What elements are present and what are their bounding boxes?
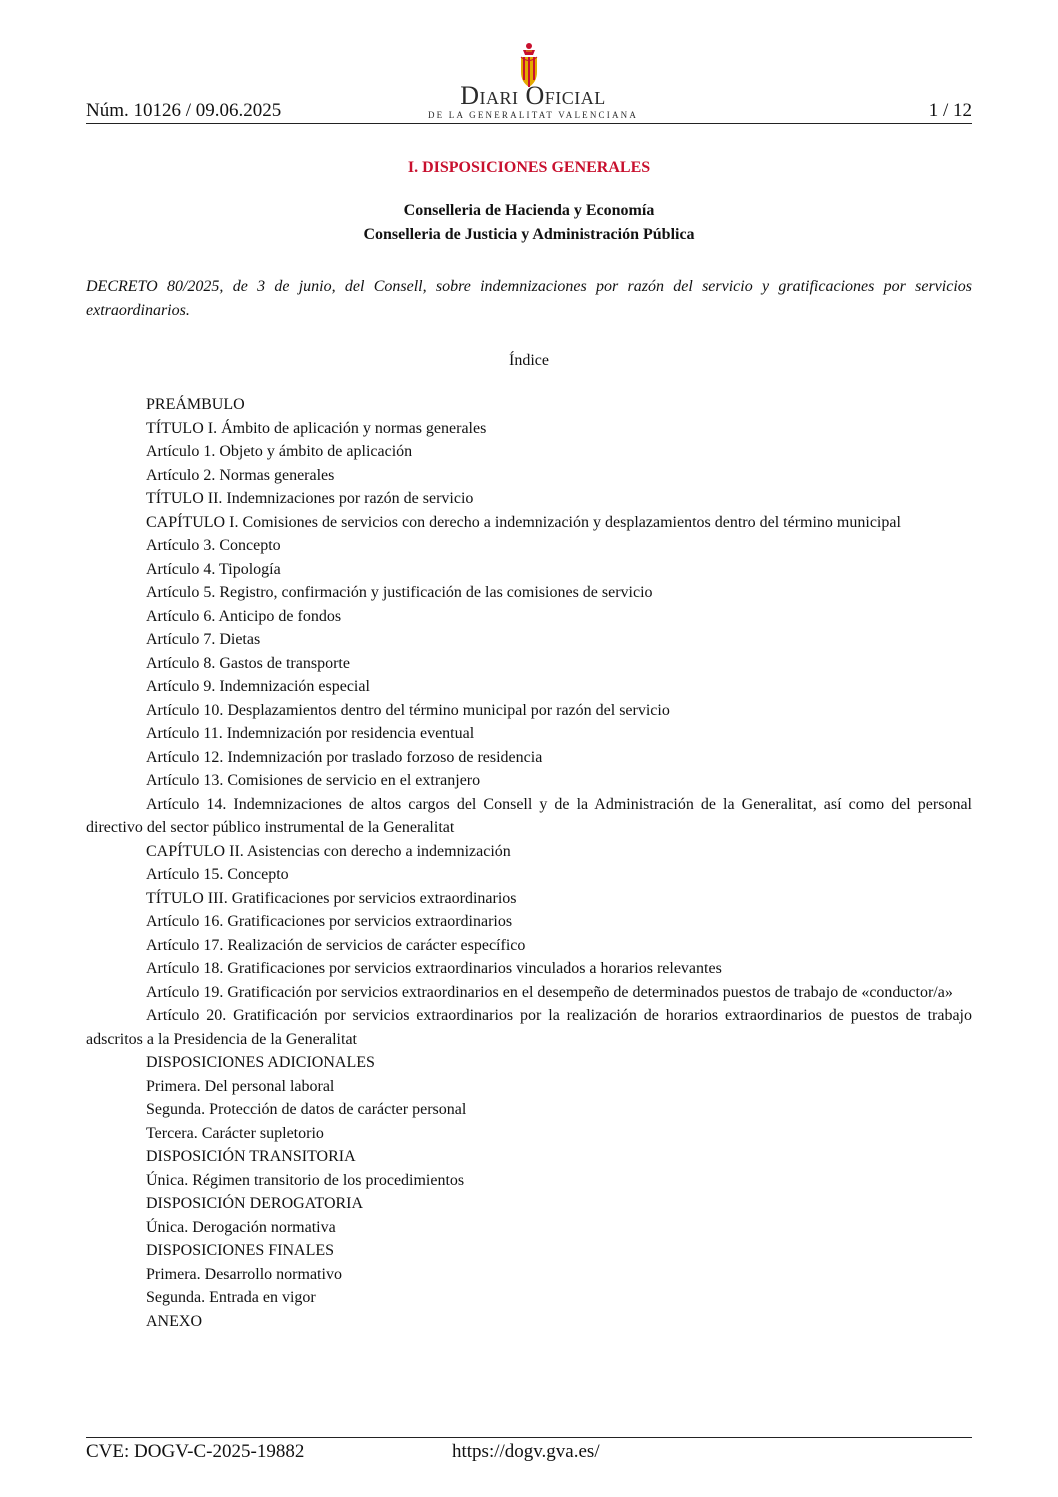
department-2: Conselleria de Justicia y Administración Pública	[363, 226, 695, 243]
index-title: Índice	[509, 352, 549, 369]
footer-divider	[86, 1437, 972, 1438]
toc-item: Artículo 16. Gratificaciones por servicios extraordinarios	[146, 913, 513, 930]
toc-item: Artículo 7. Dietas	[146, 631, 261, 648]
toc-item: Artículo 8. Gastos de transporte	[146, 654, 350, 672]
department-1: Conselleria de Hacienda y Economía	[403, 202, 655, 219]
page-header	[86, 38, 972, 124]
toc-item: Artículo 11. Indemnización por residencia eventual	[146, 725, 475, 742]
toc-item: Artículo 20. Gratificación por servicios extraordinarios por la realización de horarios extraordinarios de puestos de trabajo adscritos a la Presidencia de la Generalitat	[86, 1007, 972, 1048]
logo-subtitle: DE LA GENERALITAT VALENCIANA	[427, 110, 639, 120]
toc-item: Artículo 6. Anticipo de fondos	[146, 607, 342, 625]
logo-title: Diari Oficial	[460, 81, 606, 110]
toc-item: Única. Derogación normativa	[146, 1218, 336, 1236]
toc-item: Primera. Del personal laboral	[146, 1077, 335, 1095]
decree-title: DECRETO 80/2025, de 3 de junio, del Consell, sobre indemnizaciones por razón del servicio y gratificaciones por servicios extraordinarios.	[86, 278, 972, 319]
toc-item: DISPOSICIÓN DEROGATORIA	[146, 1195, 364, 1212]
toc-item: TÍTULO II. Indemnizaciones por razón de servicio	[146, 490, 474, 507]
toc-item: Única. Régimen transitorio de los procedimientos	[146, 1171, 465, 1189]
toc-item: DISPOSICIONES FINALES	[146, 1242, 335, 1259]
table-of-contents	[86, 393, 972, 1333]
issue-number-date: Núm. 10126 / 09.06.2025	[86, 100, 282, 121]
toc-item: TÍTULO III. Gratificaciones por servicios extraordinarios	[146, 889, 517, 907]
section-title: I. DISPOSICIONES GENERALES	[407, 159, 651, 176]
toc-item: Artículo 4. Tipología	[146, 560, 281, 578]
toc-item: Artículo 17. Realización de servicios de carácter específico	[146, 936, 526, 954]
toc-item: Artículo 9. Indemnización especial	[146, 678, 370, 695]
toc-item: Tercera. Carácter supletorio	[146, 1124, 324, 1142]
toc-item: Artículo 1. Objeto y ámbito de aplicación	[146, 443, 413, 460]
footer-link[interactable]: https://dogv.gva.es/	[452, 1441, 600, 1462]
toc-item: Artículo 10. Desplazamientos dentro del término municipal por razón del servicio	[146, 701, 670, 719]
toc-item: Artículo 13. Comisiones de servicio en el extranjero	[146, 772, 481, 789]
toc-item: Artículo 18. Gratificaciones por servicios extraordinarios vinculados a horarios relevantes	[146, 960, 722, 977]
toc-item: Artículo 15. Concepto	[146, 866, 289, 883]
toc-item: DISPOSICIÓN TRANSITORIA	[146, 1148, 356, 1165]
page-counter: 1 / 12	[928, 100, 972, 121]
toc-item: ANEXO	[146, 1312, 202, 1330]
toc-item: Artículo 19. Gratificación por servicios extraordinarios en el desempeño de determinados puestos de trabajo de «conductor/a»	[146, 983, 953, 1001]
toc-item: Artículo 3. Concepto	[146, 537, 281, 554]
toc-item: CAPÍTULO II. Asistencias con derecho a indemnización	[146, 842, 511, 860]
toc-item: Primera. Desarrollo normativo	[146, 1265, 342, 1283]
cve-code: CVE: DOGV-C-2025-19882	[86, 1441, 305, 1462]
toc-item: Artículo 14. Indemnizaciones de altos cargos del Consell y de la Administración de la Generalitat, así como del personal directivo del sector público instrumental de la Generalitat	[86, 795, 972, 836]
toc-item: Segunda. Protección de datos de carácter personal	[146, 1101, 467, 1118]
toc-item: DISPOSICIONES ADICIONALES	[146, 1054, 375, 1071]
toc-item: Artículo 2. Normas generales	[146, 466, 335, 484]
toc-item: Artículo 12. Indemnización por traslado forzoso de residencia	[146, 748, 543, 766]
toc-item: PREÁMBULO	[146, 396, 245, 413]
toc-item: Artículo 5. Registro, confirmación y justificación de las comisiones de servicio	[146, 584, 653, 601]
header-divider	[86, 123, 972, 124]
toc-item: Segunda. Entrada en vigor	[146, 1289, 316, 1306]
toc-item: CAPÍTULO I. Comisiones de servicios con derecho a indemnización y desplazamientos dentro del término municipal	[146, 513, 901, 531]
toc-item: TÍTULO I. Ámbito de aplicación y normas generales	[146, 419, 487, 437]
